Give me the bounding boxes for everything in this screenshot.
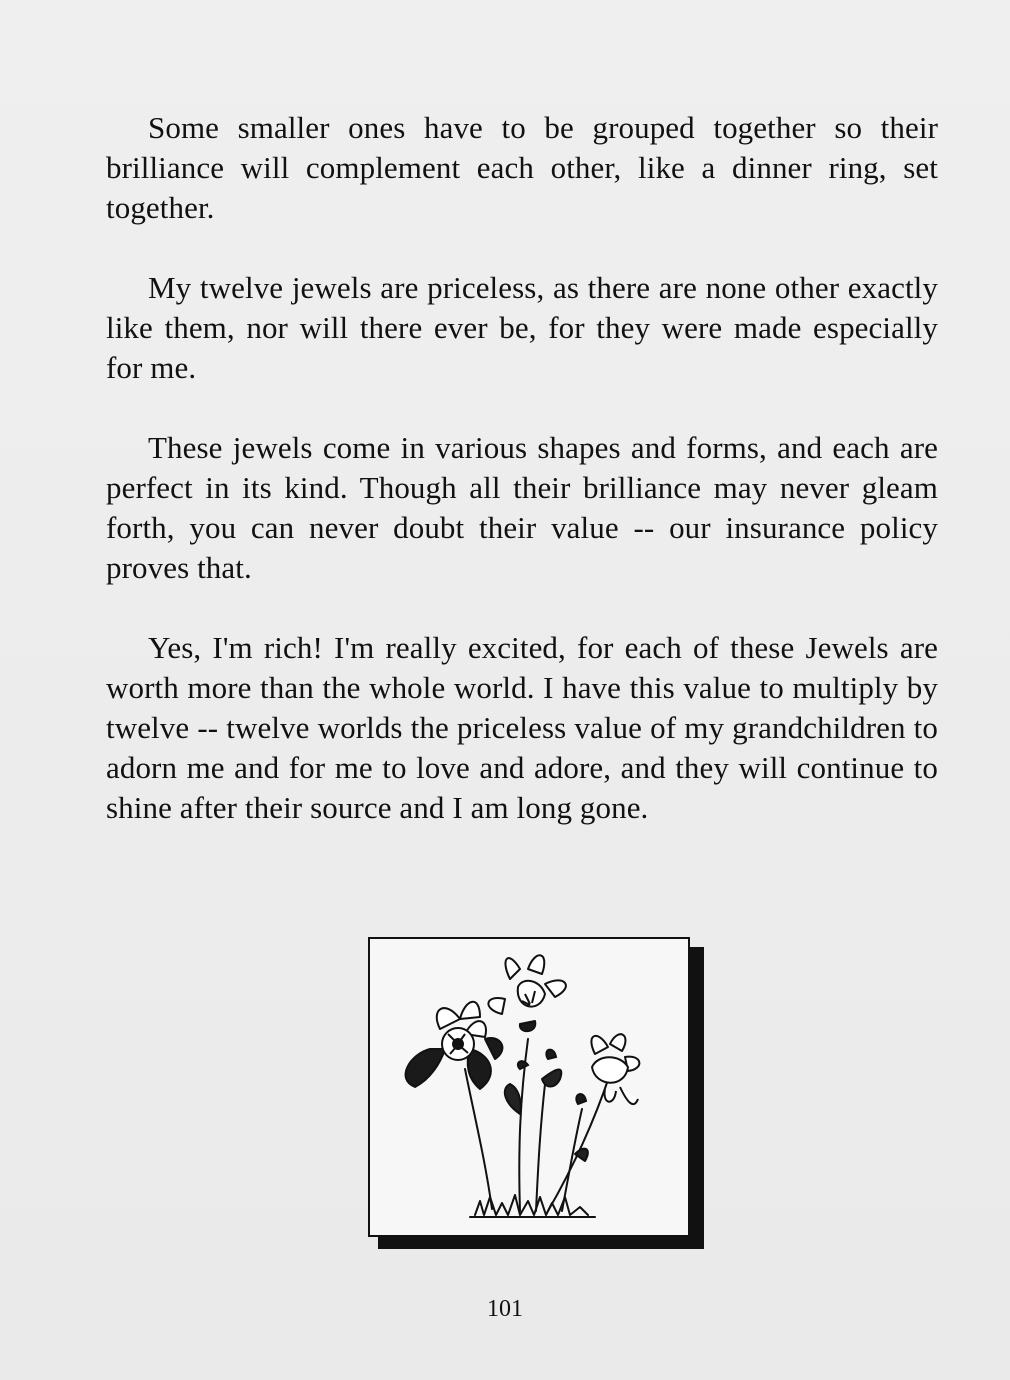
wildflowers-drawing-icon [370, 939, 688, 1235]
illustration-box [368, 937, 690, 1237]
illustration-frame [368, 937, 704, 1249]
page-number: 101 [487, 1296, 523, 1322]
paragraph-2: My twelve jewels are priceless, as there are none other exactly like them, nor will there ever be, for they were made especially for me. [106, 270, 938, 385]
paragraph-1: Some smaller ones have to be grouped together so their brilliance will complement each other, like a dinner ring, set together. [106, 110, 938, 225]
body-text [106, 108, 938, 868]
paragraph-3: These jewels come in various shapes and forms, and each are perfect in its kind. Though all their brilliance may never gleam forth, you can never doubt their value -- our insurance policy proves that. [106, 430, 938, 585]
paragraph-4: Yes, I'm rich! I'm really excited, for each of these Jewels are worth more than the whole world. I have this value to multiply by twelve -- twelve worlds the priceless value of my grandchildren to adorn me and for me to love and adore, and they will continue to shine after their source and I am long gone. [106, 630, 938, 825]
